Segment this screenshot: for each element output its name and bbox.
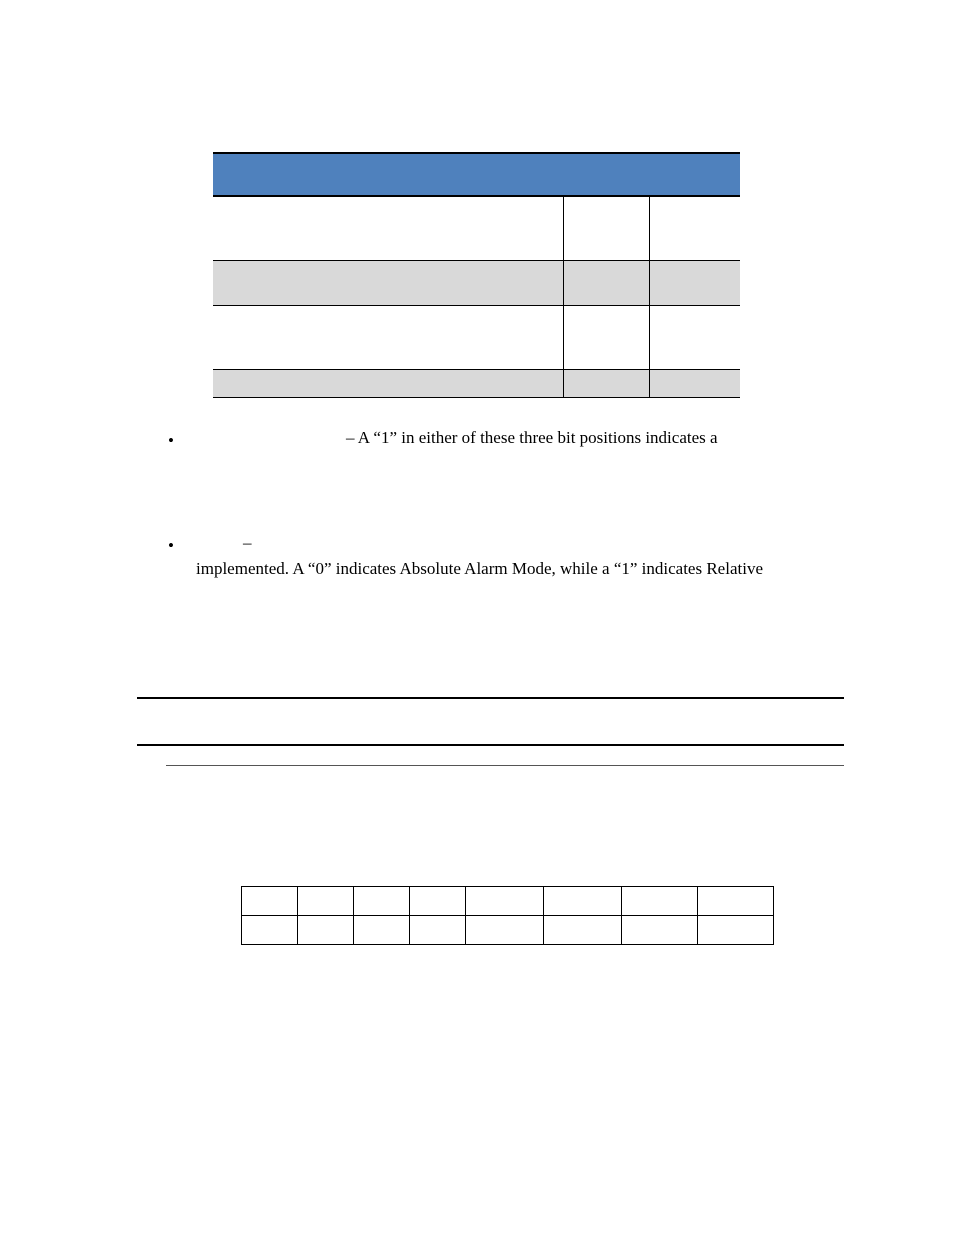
table-cell (649, 306, 741, 369)
table-cell (563, 306, 650, 369)
table-cell (544, 887, 622, 916)
table-cell (466, 916, 544, 945)
table-row (213, 195, 740, 261)
bullet-marker: • (168, 536, 174, 555)
section-divider (137, 697, 844, 699)
table-cell (242, 916, 298, 945)
section-divider (166, 765, 844, 766)
table-header-row (213, 152, 740, 197)
table-row (213, 370, 740, 398)
section-divider (137, 744, 844, 746)
table-cell (354, 887, 410, 916)
table-cell (410, 887, 466, 916)
table-cell (242, 887, 298, 916)
table-cell (698, 916, 774, 945)
table-cell (544, 916, 622, 945)
table-row (242, 887, 774, 916)
bullet-text: – A “1” in either of these three bit positions indicates a (346, 428, 718, 447)
table-row (213, 261, 740, 306)
table-cell (698, 887, 774, 916)
table-cell (649, 261, 741, 305)
bit-map-table (241, 886, 774, 945)
table-cell (563, 370, 650, 397)
table-cell (563, 195, 650, 260)
table-cell (649, 195, 741, 260)
table-cell (298, 887, 354, 916)
table-row (242, 916, 774, 945)
table-cell (354, 916, 410, 945)
table-cell (622, 916, 698, 945)
bullet-marker: • (168, 431, 174, 450)
bullet-text: implemented. A “0” indicates Absolute Alarm Mode, while a “1” indicates Relative (196, 559, 763, 578)
bullet-dash: – (243, 533, 252, 552)
table-cell (649, 370, 741, 397)
table-cell (563, 261, 650, 305)
table-cell (298, 916, 354, 945)
table-row (213, 306, 740, 370)
table-cell (410, 916, 466, 945)
table-cell (622, 887, 698, 916)
table-cell (466, 887, 544, 916)
